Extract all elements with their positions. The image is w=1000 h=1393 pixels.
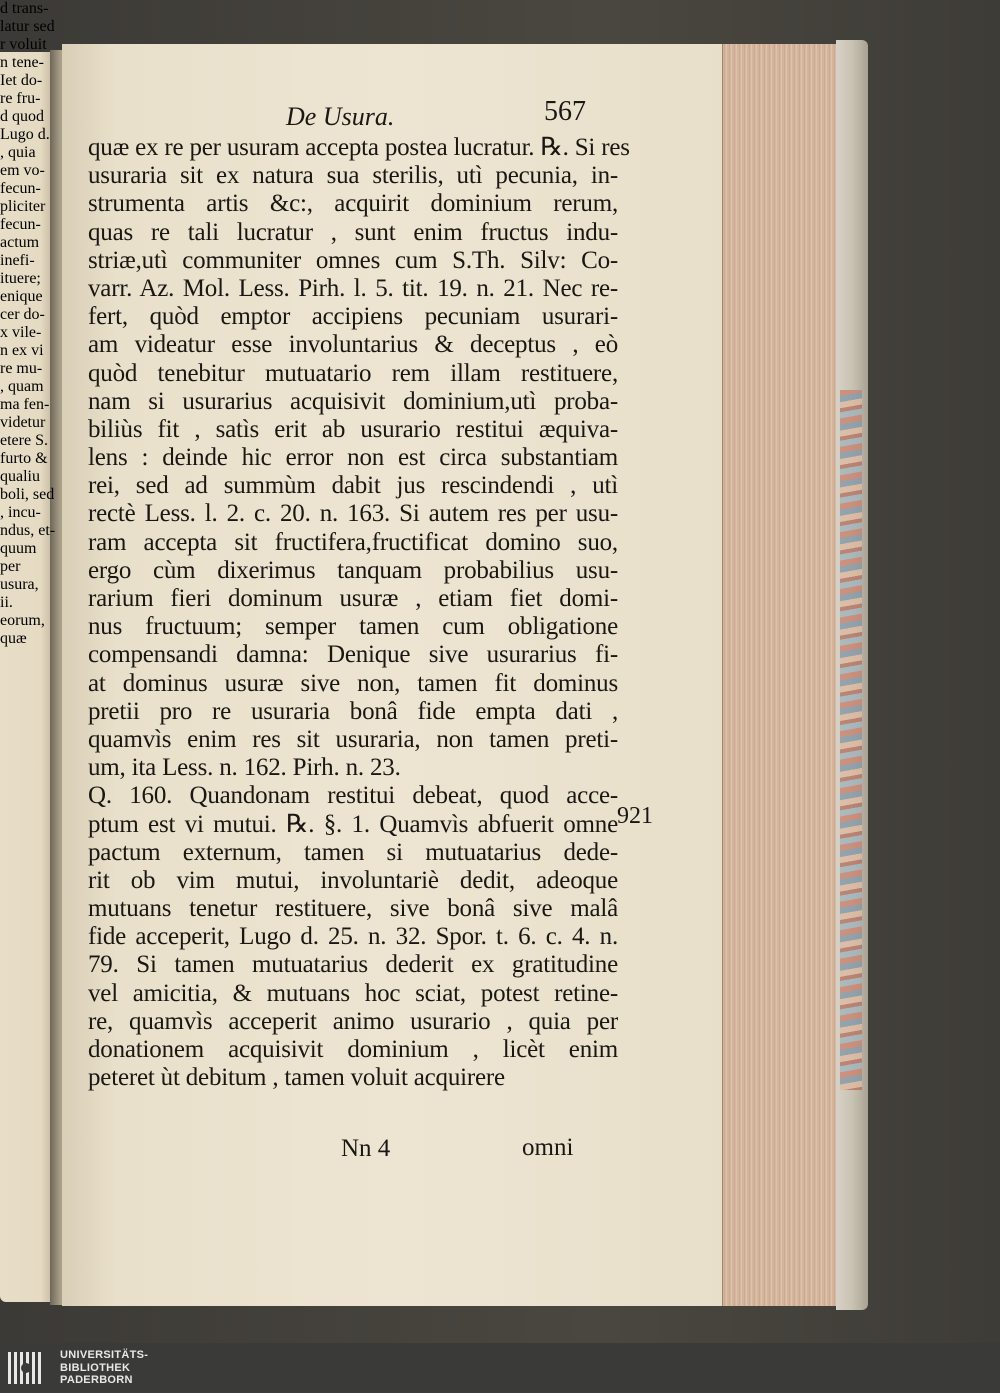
left-page-fragment: re mu- (0, 360, 43, 377)
left-page-fragment: cer do- (0, 306, 45, 323)
left-page-fragment: furto & (0, 450, 48, 467)
text-line: nam si usurarius acquisivit dominium,utì proba- (88, 387, 618, 415)
text-line: nus fructuum; semper tamen cum obligatione (88, 613, 618, 641)
left-page-fragment: d trans- (0, 0, 49, 17)
library-name-line: BIBLIOTHEK (60, 1361, 131, 1374)
margin-number: 921 (617, 803, 653, 829)
text-line: fert, quòd emptor accipiens pecuniam usurari- (88, 303, 618, 331)
left-page-fragment: em vo- (0, 162, 45, 179)
left-page-fragment: actum (0, 234, 40, 251)
left-page-fragment: eorum, (0, 612, 45, 629)
text-line: quæ ex re per usuram accepta postea lucratur. ℞. Si res (88, 134, 630, 161)
left-page-fragment: , quia (0, 144, 36, 161)
left-page-fragment: , quam (0, 378, 44, 395)
text-line: quamvìs enim res sit usuraria, non tamen preti- (88, 725, 618, 753)
text-line: varr. Az. Mol. Less. Pirh. l. 5. tit. 19. n. 21. Nec re- (88, 274, 618, 302)
library-name-line: PADERBORN (60, 1374, 133, 1386)
text-line: 79. Si tamen mutuatarius dederit ex gratitudine (88, 951, 618, 979)
body-text (88, 134, 630, 1092)
catchword: omni (522, 1134, 574, 1161)
left-page-fragment: enique (0, 288, 43, 305)
text-line: peteret ùt debitum , tamen voluit acquirere (88, 1064, 505, 1092)
left-page-fragment: n tene- (0, 54, 44, 71)
left-page-fragment: qualiu (0, 468, 40, 485)
left-page-fragment: boli, sed (0, 486, 55, 503)
text-line: compensandi damna: Denique sive usurarius fi- (88, 641, 618, 669)
text-line: ram accepta sit fructifera,fructificat domino suo, (88, 528, 618, 556)
text-line: am videatur esse involuntarius & deceptus , eò (88, 331, 618, 359)
left-page-fragment: usura, (0, 576, 39, 593)
page-number: 567 (544, 96, 586, 127)
left-page-fragment: r voluit (0, 36, 47, 53)
left-page-fragment: quæ (0, 630, 27, 647)
library-logo-icon (6, 1348, 46, 1388)
text-line: ptum est vi mutui. ℞. §. 1. Quamvìs abfuerit omne (88, 810, 618, 838)
text-line: um, ita Less. n. 162. Pirh. n. 23. (88, 754, 401, 782)
text-line: pretii pro re usuraria bonâ fide empta dati , (88, 697, 618, 725)
text-line: at dominus usuræ sive non, tamen fit dominus (88, 669, 618, 697)
text-line: rei, sed ad summùm dabit jus rescindendi , utì (88, 472, 618, 500)
text-line: fide acceperit, Lugo d. 25. n. 32. Spor. t. 6. c. 4. n. (88, 923, 618, 951)
left-page-fragment: pliciter (0, 198, 46, 215)
left-page-fragment: n ex vi (0, 342, 44, 359)
left-page-fragment: quum per (0, 540, 37, 575)
text-line: pactum externum, tamen si mutuatarius dede- (88, 838, 618, 866)
text-line: rarium fieri dominum usuræ , etiam fiet domi- (88, 585, 618, 612)
signature-mark: Nn 4 (341, 1135, 391, 1162)
left-page-fragment: d quod (0, 108, 44, 125)
text-line: Q. 160. Quandonam restitui debeat, quod acce- (88, 782, 618, 810)
page-block-edges (722, 44, 841, 1306)
library-name-line: UNIVERSITÄTS- (60, 1349, 149, 1361)
text-line: biliùs fit , satìs erit ab usurario restitui æquiva- (88, 415, 618, 443)
left-page-fragment: inefi- (0, 252, 35, 269)
text-line: vel amicitia, & mutuans hoc sciat, potest retine- (88, 979, 618, 1007)
left-page-fragment: fecun- (0, 180, 41, 197)
text-line: rit ob vim mutui, involuntariè dedit, adeoque (88, 866, 618, 894)
text-line: usuraria sit ex natura sua sterilis, utì pecunia, in- (88, 162, 618, 190)
text-line: rectè Less. l. 2. c. 20. n. 163. Si autem res per usu- (88, 500, 618, 528)
text-line: lens : deinde hic error non est circa substantiam (88, 444, 618, 472)
left-page-fragment: ituere; (0, 270, 41, 287)
text-line: donationem acquisivit dominium , licèt enim (88, 1036, 618, 1063)
left-page-fragment: etere S. (0, 432, 48, 449)
left-page-fragment: latur sed (0, 18, 55, 35)
text-line: mutuans tenetur restituere, sive bonâ sive malâ (88, 895, 618, 923)
text-line: strumenta artis &c:, acquirit dominium rerum, (88, 190, 618, 218)
library-name (60, 1349, 148, 1387)
left-page-fragment: ii. (0, 594, 13, 611)
left-page-fragment: videtur (0, 414, 46, 431)
left-page-fragment: Lugo d. (0, 126, 50, 143)
left-page-fragment: fecun- (0, 216, 41, 233)
text-line: quas re tali lucratur , sunt enim fructus indu- (88, 218, 618, 246)
left-page-fragment: , incu- (0, 504, 41, 521)
text-line: striæ,utì communiter omnes cum S.Th. Silv: Co- (88, 246, 618, 274)
marbled-binding (840, 390, 862, 1090)
left-page-fragment: ndus, et- (0, 522, 56, 539)
text-line: ergo cùm dixerimus tanquam probabilius usu- (88, 556, 618, 584)
text-line: re, quamvìs acceperit animo usurario , quia per (88, 1007, 618, 1035)
text-line: quòd tenebitur mutuatario rem illam restituere, (88, 359, 618, 387)
footer-bar (0, 1343, 1000, 1393)
left-page-fragment: ma fen- (0, 396, 50, 413)
running-head: De Usura. (286, 102, 395, 131)
left-page-fragment: Iet do- (0, 72, 43, 89)
left-page-fragment: re fru- (0, 90, 41, 107)
left-page-fragment: x vile- (0, 324, 42, 341)
left-page-text-fragments (0, 0, 56, 1300)
